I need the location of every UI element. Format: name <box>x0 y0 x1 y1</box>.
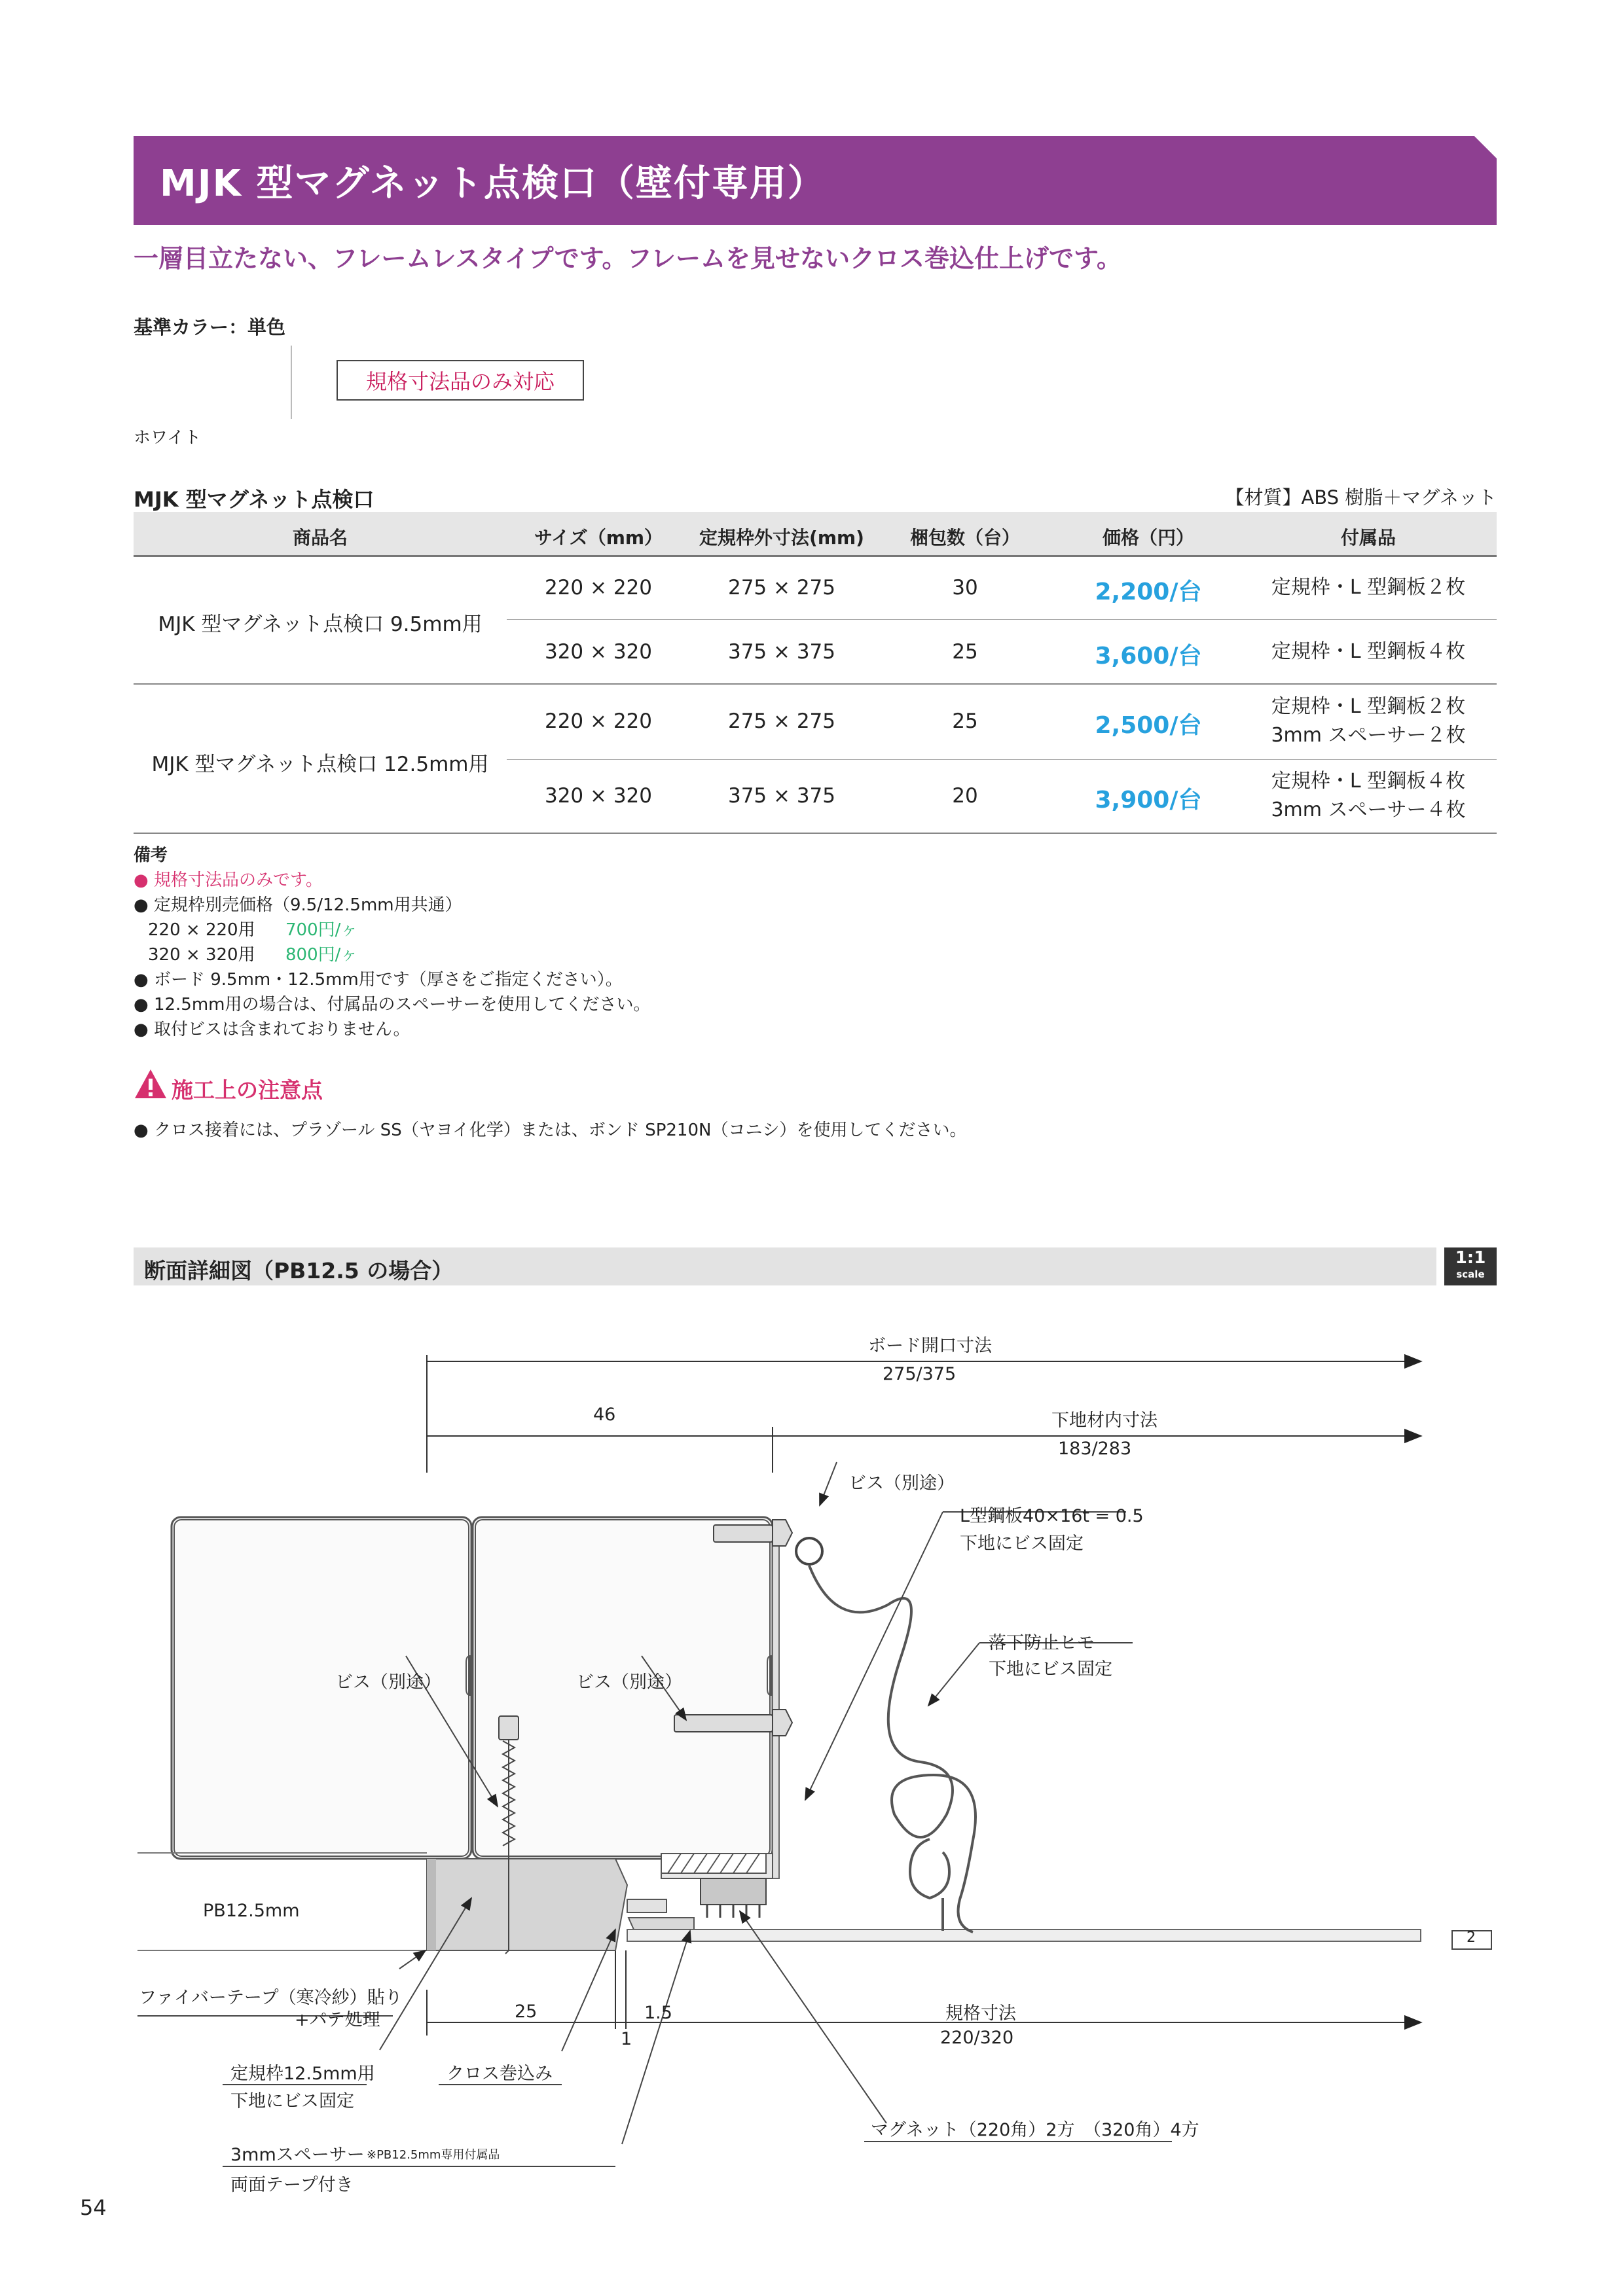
label-fall-string: 落下防止ヒモ <box>989 1633 1095 1653</box>
cell-size: 320 × 320 <box>544 784 653 808</box>
cell-accessory: 定規枠・L 型鋼板２枚 <box>1271 576 1466 599</box>
warning-text: ● クロス接着には、プラゾール SS（ヤヨイ化学）または、ボンド SP210N（コニシ）を使用してください。 <box>134 1121 967 1140</box>
standard-color-label: 基準カラー：単色 <box>134 316 286 338</box>
note-board: ● ボード 9.5mm・12.5mm用です（厚さをご指定ください）。 <box>134 970 623 990</box>
cell-price: 3,900/台 <box>1095 787 1202 814</box>
cell-qty: 25 <box>952 640 978 664</box>
note-frame-320-price: 800円/ヶ <box>285 945 358 965</box>
warning-title: 施工上の注意点 <box>172 1077 323 1103</box>
label-l-plate: L型鋼板40×16t = 0.5 <box>960 1506 1144 1526</box>
label-inner-dim-value: 183/283 <box>1058 1439 1132 1459</box>
cell-accessory: 定規枠・L 型鋼板４枚 <box>1271 640 1466 663</box>
note-screws: ● 取付ビスは含まれておりません。 <box>134 1020 410 1039</box>
label-inner-dim: 下地材内寸法 <box>1051 1410 1158 1431</box>
cell-qty: 30 <box>952 576 978 600</box>
label-dim-2: 2 <box>1467 1929 1476 1946</box>
material-label: 【材質】ABS 樹脂＋マグネット <box>1225 486 1497 509</box>
label-dim-1-5: 1.5 <box>644 2003 672 2023</box>
note-frame-220-price: 700円/ヶ <box>285 920 358 940</box>
group-name: MJK 型マグネット点検口 12.5mm用 <box>151 753 489 776</box>
label-spacer: 3mmスペーサー <box>230 2145 365 2165</box>
header-size: サイズ（mm） <box>534 527 663 548</box>
header-price: 価格（円） <box>1102 527 1194 548</box>
label-std-frame: 定規枠12.5mm用 <box>230 2064 375 2084</box>
label-screw-top: ビス（別途） <box>848 1473 955 1494</box>
label-dim-25: 25 <box>515 2001 538 2022</box>
label-screw-mid: ビス（別途） <box>576 1672 682 1693</box>
label-cloth-wrap: クロス巻込み <box>447 2064 553 2084</box>
label-putty: +パテ処理 <box>295 2010 380 2030</box>
cell-accessory: 定規枠・L 型鋼板４枚 <box>1271 770 1466 793</box>
note-spacer: ● 12.5mm用の場合は、付属品のスペーサーを使用してください。 <box>134 995 651 1014</box>
label-std-dim: 規格寸法 <box>945 2003 1016 2024</box>
notes-title: 備考 <box>134 846 168 865</box>
label-pb: PB12.5mm <box>203 1901 300 1921</box>
header-qty: 梱包数（台） <box>909 527 1020 548</box>
cell-accessory: 3mm スペーサー４枚 <box>1271 798 1466 821</box>
note-frame-220: 220 × 220用 <box>148 920 255 940</box>
header-product: 商品名 <box>292 527 348 548</box>
header-accessories: 付属品 <box>1340 527 1396 548</box>
scale-label: scale <box>1456 1268 1485 1280</box>
label-dim-1: 1 <box>621 2029 632 2049</box>
cell-qty: 20 <box>952 784 978 808</box>
cell-accessory: 定規枠・L 型鋼板２枚 <box>1271 695 1466 718</box>
tagline: 一層目立たない、フレームレスタイプです。フレームを見せないクロス巻込仕上げです。 <box>134 244 1122 273</box>
cell-outer: 275 × 275 <box>727 576 836 600</box>
scale-ratio: 1:1 <box>1455 1248 1486 1268</box>
label-fall-fix: 下地にビス固定 <box>989 1659 1112 1679</box>
group-name: MJK 型マグネット点検口 9.5mm用 <box>158 613 483 636</box>
cell-price: 2,500/台 <box>1095 712 1202 739</box>
cell-outer: 375 × 375 <box>727 784 836 808</box>
cell-size: 220 × 220 <box>544 576 653 600</box>
cell-price: 3,600/台 <box>1095 643 1202 670</box>
label-magnet: マグネット（220角）2方 （320角）4方 <box>871 2120 1199 2140</box>
section-title: 断面詳細図（PB12.5 の場合） <box>144 1258 454 1283</box>
note-frame-price: ● 定規枠別売価格（9.5/12.5mm用共通） <box>134 895 462 915</box>
note-standard-only: ● 規格寸法品のみです。 <box>134 870 323 890</box>
label-spacer-note: ※PB12.5mm専用付属品 <box>367 2148 500 2162</box>
label-board-opening-value: 275/375 <box>883 1364 957 1384</box>
cell-size: 320 × 320 <box>544 640 653 664</box>
label-std-dim-value: 220/320 <box>940 2028 1014 2048</box>
label-std-frame-fix: 下地にビス固定 <box>230 2091 354 2111</box>
cell-price: 2,200/台 <box>1095 579 1202 605</box>
label-l-plate-fix: 下地にビス固定 <box>960 1534 1084 1554</box>
color-name: ホワイト <box>134 428 202 448</box>
label-screw-left: ビス（別途） <box>335 1672 441 1693</box>
standard-size-badge: 規格寸法品のみ対応 <box>337 360 584 401</box>
cell-qty: 25 <box>952 709 978 733</box>
cell-accessory: 3mm スペーサー２枚 <box>1271 724 1466 747</box>
label-fiber-tape: ファイバーテープ（寒冷紗）貼り <box>139 1988 403 2008</box>
cell-size: 220 × 220 <box>544 709 653 733</box>
label-double-tape: 両面テープ付き <box>230 2175 354 2195</box>
header-outer: 定規枠外寸法(mm) <box>699 527 864 548</box>
page-title: MJK 型マグネット点検口（壁付専用） <box>160 162 826 205</box>
note-frame-320: 320 × 320用 <box>148 945 255 965</box>
cell-outer: 275 × 275 <box>727 709 836 733</box>
label-dim-46: 46 <box>593 1405 616 1425</box>
page-number: 54 <box>80 2195 107 2220</box>
cell-outer: 375 × 375 <box>727 640 836 664</box>
label-board-opening: ボード開口寸法 <box>868 1336 992 1356</box>
table-title: MJK 型マグネット点検口 <box>134 487 374 512</box>
